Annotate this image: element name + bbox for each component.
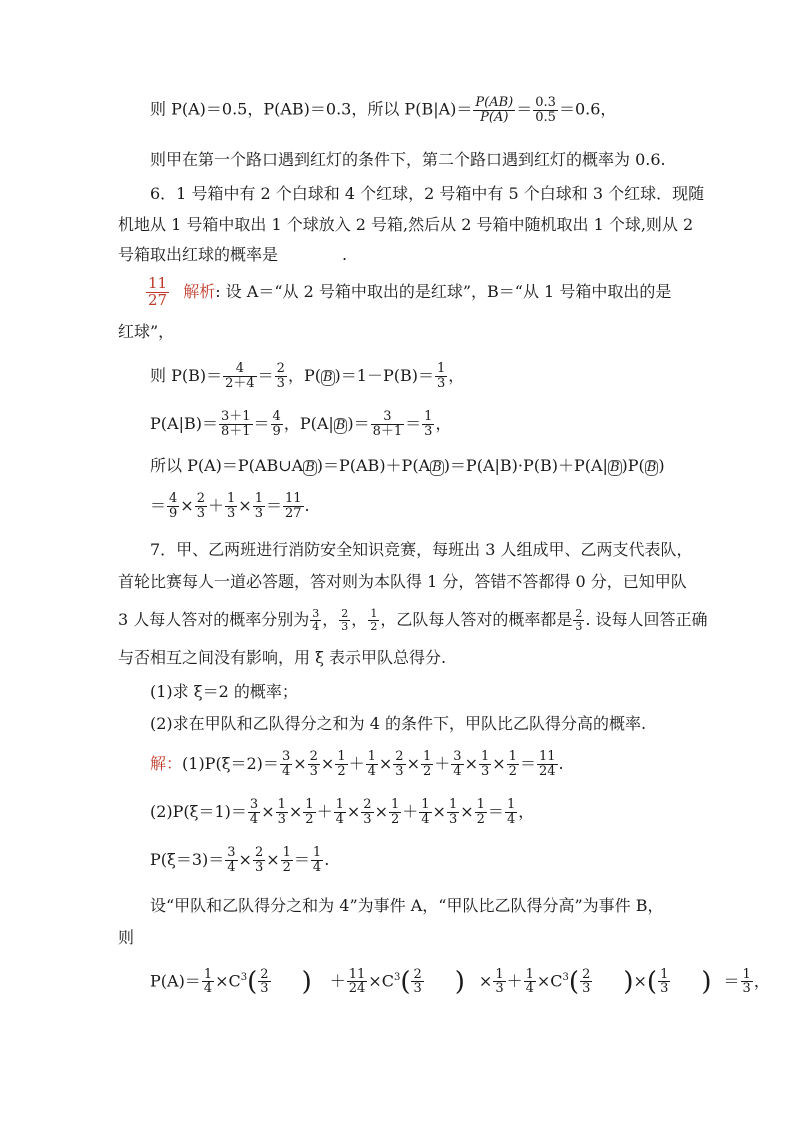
times: × [633,971,647,991]
fraction [479,750,491,778]
fraction-num: 3 [312,607,320,621]
combination-sup: 3 [393,972,401,983]
fraction-den: 3 [341,620,349,633]
times: × [215,971,229,991]
q5-line1-prefix: 则 P(A)＝0.5，P(AB)＝0.3，所以 P(B|A)＝ [150,99,473,119]
lparen: ( [646,966,658,997]
fraction-den: 3 [480,764,490,779]
q7-line3 [118,600,708,640]
fraction-num: 1 [476,797,485,813]
fraction-num: 3＋1 [220,409,251,425]
lparen: ( [247,966,258,997]
fraction [422,410,434,438]
q7-event-line2: 则 [118,928,135,947]
times: × [261,802,275,821]
fraction [371,410,405,438]
fraction-den: 2＋4 [225,376,255,391]
fraction-den: 27 [284,506,302,521]
answer-fraction [146,276,169,309]
fraction-num: 11 [538,749,556,765]
fraction-den: 4 [367,764,376,779]
lparen: ( [568,966,580,997]
fraction-num: 1 [480,749,490,765]
text: 所以 P(A)＝P(AB∪A [150,456,304,475]
plus: ＋ [434,754,451,773]
times: × [238,496,252,515]
complement-b: B [646,460,657,475]
times: × [464,754,478,773]
fraction-den: 9 [169,506,178,521]
fraction-num: 1 [424,409,433,425]
times: × [460,802,474,821]
text: 3 人每人答对的概率分别为 [118,610,310,629]
fraction [167,492,179,520]
fraction-num: 4 [169,491,178,507]
combination: C [228,971,241,991]
q5-line1 [150,96,616,124]
equals: ＝ [405,414,422,433]
fraction-den: 2 [305,812,314,827]
fraction-den: 3 [495,981,504,997]
fraction-den: 3 [254,860,264,875]
q7-event-line1: 设“甲队和乙队得分之和为 4”为事件 A，“甲队比乙队得分高”为事件 B， [150,896,664,915]
fraction [335,750,347,778]
lparen: ( [400,966,411,997]
sep: ， [351,610,368,629]
rparen: ) [454,966,465,997]
q5-line2: 则甲在第一个路口遇到红灯的条件下，第二个路口遇到红灯的概率为 0.6. [150,150,666,169]
fraction [248,798,260,826]
fraction-den: P(A) [480,109,509,125]
fraction-den: 2 [422,764,432,779]
fraction [253,492,265,520]
times: × [368,971,382,991]
q7-sub1: (1)求 ξ＝2 的概率； [150,682,298,701]
fraction-den: 3 [309,764,318,779]
fraction-num: 1 [422,749,432,765]
times: × [238,850,252,869]
fraction-den: 2 [370,620,378,633]
fraction-num: 1 [506,797,516,813]
fraction-den: 3 [363,812,372,827]
fraction [473,96,515,124]
fraction-den: 0.5 [535,109,556,125]
fraction [195,492,207,520]
equals: ＝ [265,496,282,515]
fraction [475,798,487,826]
times: × [346,802,361,821]
fraction-num: 2 [341,607,349,621]
fraction-num: P(AB) [475,95,514,110]
q7-sol3 [150,840,329,880]
times: × [266,850,280,869]
complement-b: B [432,460,442,475]
plus: ＋ [316,802,333,821]
q6-answer-line [145,273,671,311]
fraction-num: 1 [335,797,344,813]
fraction [225,846,237,874]
text: P(A|B)＝ [150,414,218,433]
fraction [411,968,423,996]
q6-pb-line [150,356,464,396]
fraction-den: 4 [525,981,534,997]
jiexi-text: : 设 A＝“从 2 号箱中取出的是红球”，B＝“从 1 号箱中取出的是 [215,282,672,301]
q6-line3-prefix: 号箱取出红球的概率是 [118,245,279,264]
fraction-num: 2 [260,966,269,982]
combination-sup: 3 [562,972,569,983]
fraction [573,608,584,632]
fraction-num: 0.3 [535,95,556,110]
period: . [324,850,330,869]
times: × [320,754,335,773]
q7-line2: 首轮比赛每人一道必答题，答对则为本队得 1 分，答错不答都得 0 分，已知甲队 [118,572,687,591]
fraction [658,968,670,996]
sep: ， [322,610,339,629]
complement-b: B [305,460,315,475]
fraction-den: 3 [227,506,236,521]
fraction [537,750,558,778]
fraction-den: 3 [660,981,669,997]
fraction [505,798,517,826]
fraction-den: 24 [348,981,366,997]
equals: ＝ [519,754,536,773]
fraction [366,750,378,778]
fraction-num: 2 [413,966,422,982]
fraction-num: 1 [277,797,286,813]
q6-line2: 机地从 1 号箱中取出 1 个球放入 2 号箱,然后从 2 号箱中随机取出 1 个球,则从 2 [118,215,694,234]
fraction-den: 2 [508,764,517,779]
fraction [421,750,433,778]
fraction [580,968,592,996]
fraction-den: 8＋1 [372,424,403,439]
fraction-den: 3 [582,981,591,997]
plus: ＋ [207,496,224,515]
fraction-num: 1 [337,749,346,765]
fraction [393,750,405,778]
jie-label: 解： [150,754,183,773]
rparen: ) [301,966,312,997]
fraction-num: 2 [363,797,372,813]
fraction-num: 1 [254,491,263,507]
fraction-den: 4 [312,860,322,875]
fraction-den: 3 [448,812,458,827]
times: × [293,754,307,773]
fraction-den: 3 [575,620,583,633]
text: . 设每人回答正确 [585,610,708,629]
rparen: ) [623,966,634,997]
text: (1)P(ξ＝2)＝ [182,754,279,773]
text: ，P(A| [283,414,334,433]
text: )＝P(AB)＋P(A [316,456,431,475]
q6-line3-suffix: . [342,245,348,264]
fraction-num: 1 [421,797,430,813]
fraction [339,608,350,632]
fraction-den: 3 [276,376,285,391]
fraction [389,798,401,826]
fraction [283,492,304,520]
fraction-den: 2 [390,812,400,827]
fraction-num: 1 [227,491,236,507]
comma: ， [448,366,465,385]
q6-calc-line [150,486,310,526]
fraction [435,362,447,390]
fraction-num: 1 [203,966,213,982]
plus: ＋ [402,802,419,821]
fraction-num: 2 [395,749,404,765]
fraction-num: 3 [371,410,405,425]
text: P(ξ＝3)＝ [150,850,225,869]
plus: ＋ [506,971,523,991]
fraction-num: 4 [223,362,257,377]
fraction-num: 2 [276,361,285,377]
fraction-num: 2 [309,749,318,765]
fraction-den: 3 [436,376,446,391]
complement-b: B [322,370,333,385]
text: )＝P(A|B)·P(B)＋P(A| [443,456,608,475]
fraction-den: 4 [203,981,213,997]
fraction [280,750,292,778]
fraction [253,846,265,874]
fraction-den: 4 [312,620,320,633]
times: × [478,971,493,991]
combination: C [381,971,394,991]
plus: ＋ [348,754,365,773]
fraction-num: 11 [284,491,302,507]
period: . [558,754,564,773]
fraction-num: 1 [305,797,314,813]
q7-sub2: (2)求在甲队和乙队得分之和为 4 的条件下，甲队比乙队得分高的概率. [150,714,647,733]
fraction [275,362,287,390]
fraction-num: 1 [525,966,534,982]
fraction-num: 1 [312,845,322,861]
fraction [311,846,323,874]
period: . [304,496,310,515]
fraction-num: 1 [742,966,751,982]
text: ，P( [287,366,321,385]
fraction-den: 2 [337,764,346,779]
fraction [447,798,459,826]
fraction [276,798,288,826]
q7-pa-line [150,956,770,1003]
rparen: ) [701,966,712,997]
fraction-num: 2 [196,491,205,507]
fraction-num: 1 [370,607,378,621]
q7-line4: 与否相互之间没有影响，用 ξ 表示甲队总得分. [118,648,447,667]
fraction-den: 9 [272,424,281,439]
fraction-den: 8＋1 [220,424,251,439]
fraction [334,798,346,826]
fraction-den: 4 [249,812,259,827]
fraction [419,798,431,826]
fraction [258,968,270,996]
q7-line1: 7．甲、乙两班进行消防安全知识竞赛，每班出 3 人组成甲、乙两支代表队， [150,540,693,559]
times: × [180,496,194,515]
times: × [492,754,506,773]
fraction [493,968,505,996]
fraction [368,608,379,632]
q7-sol2 [150,792,534,832]
fraction-num: 1 [660,966,669,982]
fraction-num: 1 [390,797,400,813]
text: ) [658,456,665,475]
fraction-num: 3 [453,749,462,765]
fraction-den: 2 [282,860,291,875]
fraction [533,96,558,124]
q6-total-line [150,456,665,476]
text: P(A)＝ [150,971,201,991]
fraction [524,968,536,996]
fraction-num: 1 [448,797,458,813]
text: )P( [621,456,645,475]
fraction-num: 3 [281,749,291,765]
fraction [303,798,315,826]
q6-line5: 红球”， [118,322,175,341]
times: × [374,802,388,821]
fraction [507,750,519,778]
fraction [741,968,753,996]
fraction-den: 3 [196,506,205,521]
q6-line3 [118,245,347,265]
fraction-num: 1 [367,749,376,765]
fraction-num: 3 [249,797,259,813]
q5-line1-suffix: ＝0.6， [558,99,617,119]
text: 则 P(B)＝ [150,366,223,385]
equals: ＝ [487,802,504,821]
equals: ＝ [257,366,274,385]
fraction-den: 3 [413,981,422,997]
fraction-num: 4 [272,409,281,425]
fraction-num: 1 [495,966,504,982]
equals: ＝ [516,99,533,119]
fraction [308,750,320,778]
fraction-num: 1 [282,845,291,861]
q7-sol1 [150,744,564,784]
fraction-den: 3 [260,981,269,997]
fraction-den: 4 [453,764,462,779]
fraction-num: 2 [575,607,583,621]
equals: ＝ [723,971,740,991]
fraction [225,492,237,520]
fraction [271,410,283,438]
text: )＝1－P(B)＝ [334,366,434,385]
fraction [281,846,293,874]
plus: ＋ [329,971,346,991]
fraction [347,968,368,996]
complement-b: B [609,460,620,475]
q6-pab-line [150,404,451,444]
text: ，乙队每人答对的概率都是 [380,610,573,629]
comma: ， [518,802,535,821]
fraction-den: 3 [395,764,404,779]
fraction-num: 11 [348,966,366,982]
comma: ， [753,971,770,991]
times: × [536,971,551,991]
fraction [310,608,321,632]
fraction-num: 2 [582,966,591,982]
q6-line1: 6．1 号箱中有 2 个白球和 4 个红球，2 号箱中有 5 个白球和 3 个红球．现随 [150,184,705,203]
fraction [451,750,463,778]
fraction-den: 4 [506,812,516,827]
fraction-den: 24 [538,764,556,779]
fraction-den: 4 [281,764,291,779]
fraction-den: 27 [148,291,168,309]
fraction-den: 4 [335,812,344,827]
fraction-num: 1 [508,749,517,765]
fraction [223,362,257,390]
fraction-den: 2 [476,812,485,827]
fraction-den: 3 [254,506,263,521]
equals: ＝ [293,850,310,869]
equals: ＝ [150,496,167,515]
fraction-num: 2 [254,845,264,861]
fraction [361,798,373,826]
times: × [378,754,393,773]
fraction-den: 3 [424,424,433,439]
text: (2)P(ξ＝1)＝ [150,802,247,821]
fraction-num: 3 [227,845,236,861]
comma: ， [435,414,452,433]
fraction [202,968,214,996]
jiexi-label: 解析 [183,282,216,301]
fraction-den: 3 [277,812,286,827]
combination-sup: 3 [240,972,248,983]
fraction-den: 4 [227,860,236,875]
times: × [288,802,303,821]
equals: ＝ [253,414,270,433]
combination: C [550,971,563,991]
times: × [432,802,446,821]
text: )＝ [347,414,370,433]
fraction-num: 1 [436,361,446,377]
fraction-den: 3 [742,981,751,997]
fraction [219,410,253,438]
complement-b: B [335,418,346,433]
fraction-num: 11 [148,274,168,293]
times: × [406,754,420,773]
fraction-den: 4 [421,812,430,827]
